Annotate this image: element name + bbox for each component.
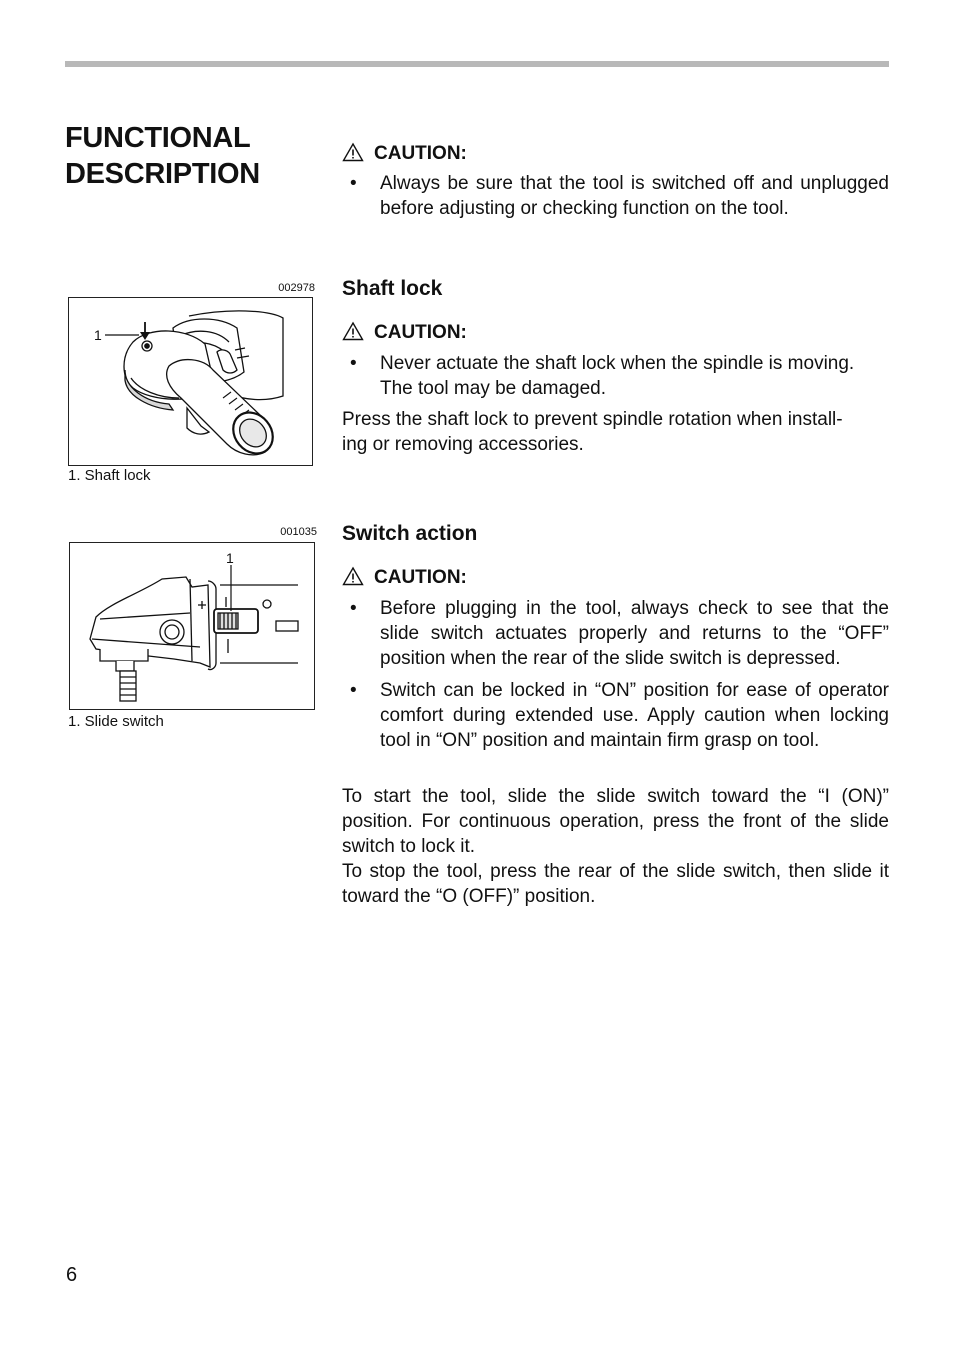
warning-triangle-icon (342, 321, 364, 341)
paragraph-text: To stop the tool, press the rear of the slide switch, then slide it toward the “O (OFF)” position. (342, 861, 889, 907)
bullet-marker: • (350, 173, 357, 194)
bullet-text: Before plugging in the tool, always check to see that the slide switch actuates properly and returns to the “OFF” position when the rear of the slide switch is depressed. (380, 598, 889, 669)
bullet-item (342, 171, 889, 221)
slide-switch-illustration (70, 543, 313, 708)
paragraph-text: To start the tool, slide the slide switch toward the “I (ON)” position. For continuous operation, press the front of the slide switch to lock it. (342, 786, 889, 857)
figure-caption: 1. Shaft lock (68, 467, 151, 484)
shaft-lock-figure (68, 297, 313, 466)
callout-number: 1 (226, 550, 234, 566)
paragraph-line: ing or removing accessories. (342, 434, 584, 455)
figure-code: 001035 (280, 526, 317, 538)
body-paragraph (342, 407, 889, 457)
section-heading-switch-action: Switch action (342, 522, 478, 545)
title-line-2: DESCRIPTION (65, 158, 260, 190)
bullet-item (342, 678, 889, 753)
figure-caption: 1. Slide switch (68, 713, 164, 730)
page-number: 6 (66, 1264, 78, 1286)
warning-triangle-icon (342, 142, 364, 162)
caution-text: CAUTION: (374, 322, 467, 343)
header-rule (65, 61, 889, 67)
caution-label (342, 566, 467, 590)
paragraph-line: Press the shaft lock to prevent spindle rotation when install- (342, 409, 843, 430)
body-paragraph (342, 784, 889, 909)
bullet-text: Always be sure that the tool is switched off and unplugged before adjusting or checking function on the tool. (380, 173, 889, 219)
bullet-text: Never actuate the shaft lock when the spindle is moving. The tool may be damaged. (380, 353, 855, 399)
bullet-marker: • (350, 680, 357, 701)
section-heading-shaft-lock: Shaft lock (342, 277, 443, 300)
shaft-lock-illustration (69, 298, 311, 464)
bullet-marker: • (350, 598, 357, 619)
page-title (65, 120, 325, 192)
slide-switch-figure (69, 542, 315, 710)
bullet-marker: • (350, 353, 357, 374)
caution-label (342, 321, 467, 345)
figure-code: 002978 (278, 282, 315, 294)
title-line-1: FUNCTIONAL (65, 122, 251, 154)
bullet-item (342, 596, 889, 671)
callout-number: 1 (94, 327, 102, 343)
caution-text: CAUTION: (374, 143, 467, 164)
caution-label (342, 142, 467, 166)
caution-text: CAUTION: (374, 567, 467, 588)
bullet-item (342, 351, 889, 401)
bullet-text: Switch can be locked in “ON” position for ease of operator comfort during extended use. Apply caution when locking tool in “ON” position and maintain firm grasp on tool. (380, 680, 889, 751)
warning-triangle-icon (342, 566, 364, 586)
